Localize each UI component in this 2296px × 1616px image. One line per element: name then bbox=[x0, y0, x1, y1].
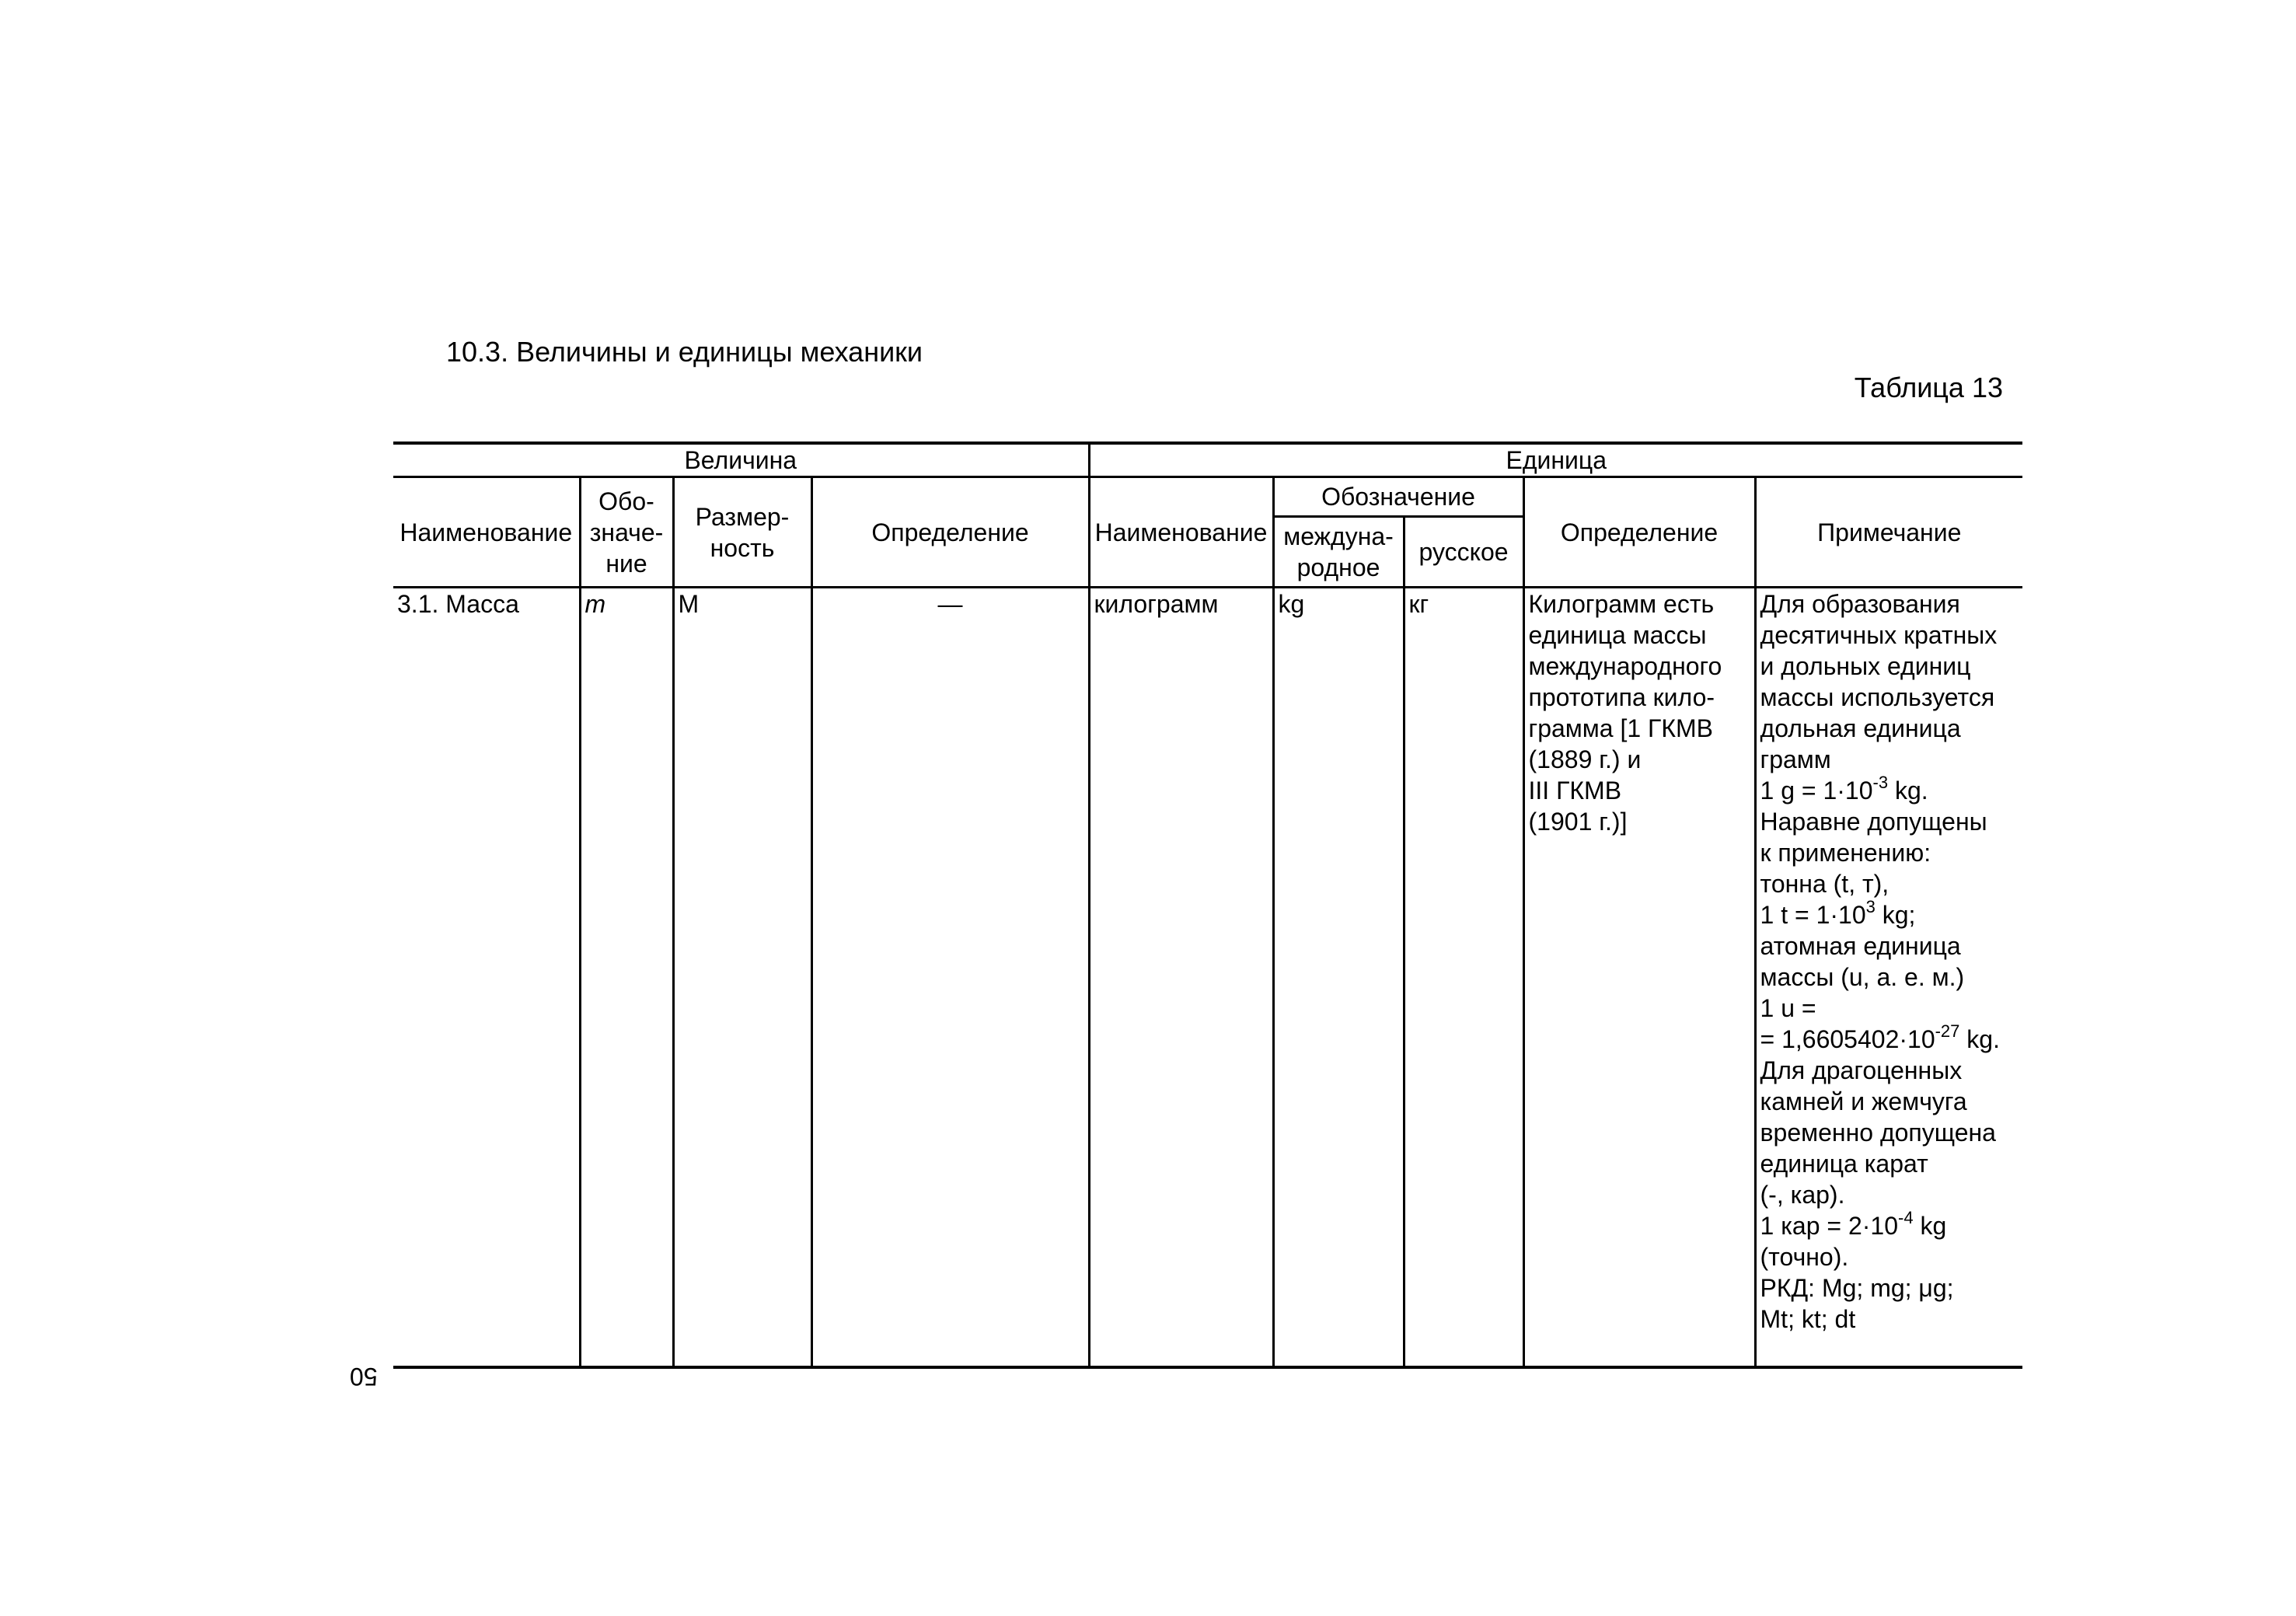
header-u-international-line: междуна- bbox=[1283, 522, 1394, 550]
definition-line: международного bbox=[1528, 652, 1722, 680]
note-text: kg. bbox=[1888, 777, 1928, 805]
note-text: 1 g = 1·10 bbox=[1760, 777, 1873, 805]
header-u-name: Наименование bbox=[1089, 477, 1273, 588]
note-line: (-, кар). bbox=[1760, 1181, 1845, 1209]
cell-u-international: kg bbox=[1273, 588, 1404, 1368]
definition-line: Килограмм есть bbox=[1528, 590, 1715, 618]
definition-line: прототипа кило- bbox=[1528, 683, 1715, 711]
header-u-note: Примечание bbox=[1755, 477, 2022, 588]
note-line: Для драгоценных bbox=[1760, 1056, 1963, 1084]
cell-u-definition bbox=[1523, 588, 1755, 1368]
header-quantity: Величина bbox=[393, 443, 1089, 477]
definition-line: грамма [1 ГКМВ bbox=[1528, 714, 1714, 742]
note-text: kg. bbox=[1959, 1025, 2000, 1053]
note-line bbox=[1760, 1210, 2019, 1241]
header-q-name: Наименование bbox=[393, 477, 580, 588]
cell-u-name: килограмм bbox=[1089, 588, 1273, 1368]
header-u-definition: Определение bbox=[1523, 477, 1755, 588]
note-line: десятичных кратных bbox=[1760, 621, 1998, 649]
note-line: единица карат bbox=[1760, 1150, 1928, 1178]
header-q-dimension-line: ность bbox=[710, 533, 775, 562]
header-u-international-line: родное bbox=[1296, 553, 1380, 581]
header-u-international bbox=[1273, 517, 1404, 588]
definition-line: (1901 г.)] bbox=[1528, 808, 1628, 836]
cell-q-dimension: M bbox=[673, 588, 811, 1368]
note-text: 1 t = 1·10 bbox=[1760, 901, 1866, 929]
definition-line: III ГКМВ bbox=[1528, 777, 1622, 805]
note-text: = 1,6605402·10 bbox=[1760, 1025, 1935, 1053]
note-exponent: -4 bbox=[1898, 1208, 1914, 1227]
header-u-russian: русское bbox=[1404, 517, 1523, 588]
cell-q-symbol: m bbox=[580, 588, 673, 1368]
note-line: РКД: Mg; mg; μg; bbox=[1760, 1274, 1954, 1302]
note-exponent: 3 bbox=[1865, 897, 1876, 916]
note-line: временно допущена bbox=[1760, 1119, 1996, 1147]
note-text: 1 кар = 2·10 bbox=[1760, 1212, 1899, 1240]
header-q-symbol-line: Обо- bbox=[598, 487, 654, 515]
cell-u-russian: кг bbox=[1404, 588, 1523, 1368]
note-text: kg; bbox=[1875, 901, 1916, 929]
note-line bbox=[1760, 1021, 2019, 1055]
header-q-symbol bbox=[580, 477, 673, 588]
quantities-table bbox=[393, 442, 2022, 1369]
note-line: грамм bbox=[1760, 745, 1831, 773]
definition-line: (1889 г.) и bbox=[1528, 745, 1642, 773]
cell-q-name: 3.1. Масса bbox=[393, 588, 580, 1368]
header-u-designation: Обозначение bbox=[1273, 477, 1523, 517]
note-line: (точно). bbox=[1760, 1243, 1849, 1271]
note-line: дольная единица bbox=[1760, 714, 1961, 742]
cell-q-definition: — bbox=[811, 588, 1089, 1368]
definition-line: единица массы bbox=[1528, 621, 1707, 649]
header-q-symbol-line: ние bbox=[605, 549, 647, 578]
note-line: массы (u, а. е. м.) bbox=[1760, 963, 1965, 991]
note-exponent: -27 bbox=[1935, 1021, 1960, 1041]
header-row-2 bbox=[393, 477, 2022, 517]
page-number: 50 bbox=[350, 1363, 378, 1391]
table-caption: Таблица 13 bbox=[1854, 372, 2003, 403]
note-line: и дольных единиц bbox=[1760, 652, 1971, 680]
note-text: kg bbox=[1913, 1212, 1947, 1240]
header-q-dimension-line: Размер- bbox=[695, 502, 790, 531]
note-line: Для образования bbox=[1760, 590, 1960, 618]
header-q-dimension bbox=[673, 477, 811, 588]
header-group-row bbox=[393, 443, 2022, 477]
note-line: Mt; kt; dt bbox=[1760, 1305, 1856, 1333]
note-line: 1 u = bbox=[1760, 994, 1816, 1022]
note-line: к применению: bbox=[1760, 839, 1931, 867]
note-line: массы используется bbox=[1760, 683, 1995, 711]
table-row bbox=[393, 588, 2022, 1368]
note-line bbox=[1760, 899, 2019, 930]
header-unit: Единица bbox=[1089, 443, 2022, 477]
note-exponent: -3 bbox=[1872, 773, 1889, 792]
note-line: Наравне допущены bbox=[1760, 808, 1987, 836]
header-q-symbol-line: значе- bbox=[589, 518, 664, 546]
note-line: камней и жемчуга bbox=[1760, 1087, 1967, 1115]
header-q-definition: Определение bbox=[811, 477, 1089, 588]
section-heading: 10.3. Величины и единицы механики bbox=[446, 336, 923, 368]
note-line: атомная единица bbox=[1760, 932, 1961, 960]
note-line bbox=[1760, 775, 2019, 806]
cell-u-note bbox=[1755, 588, 2022, 1368]
note-line: тонна (t, т), bbox=[1760, 870, 1889, 898]
